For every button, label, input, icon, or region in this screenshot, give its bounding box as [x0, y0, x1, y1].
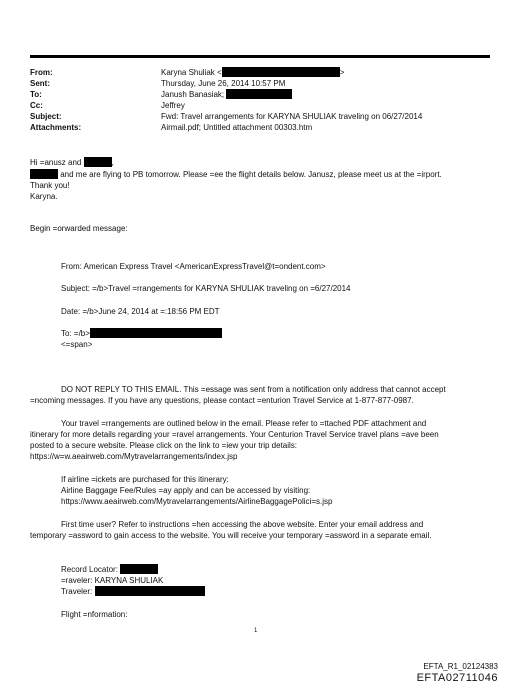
- bates-number-2: EFTA02711046: [416, 672, 498, 684]
- redaction-box: [226, 89, 292, 99]
- subject-value: Fwd: Travel arrangements for KARYNA SHULIAK traveling on 06/27/2014: [161, 112, 423, 121]
- redaction-box: [222, 67, 340, 77]
- forwarded-subject-line: Subject: =/b>Travel =rrangements for KARYNA SHULIAK traveling on =6/27/2014: [61, 284, 351, 293]
- greeting-line: [30, 157, 114, 168]
- subject-label: Subject:: [30, 112, 62, 121]
- bates-number-1: EFTA_R1_02124383: [423, 662, 498, 671]
- flight-information-line: Flight =nformation:: [61, 610, 128, 619]
- forwarded-to-line: [61, 328, 222, 339]
- redaction-box: [30, 169, 58, 179]
- page-number: 1: [254, 628, 258, 634]
- attachments-value: Airmail.pdf; Untitled attachment 00303.htm: [161, 123, 313, 132]
- forwarded-span-line: <=span>: [61, 340, 93, 349]
- header-top-rule: [30, 55, 490, 58]
- cc-label: Cc:: [30, 101, 43, 110]
- forwarded-to-text: To: =/b>: [61, 329, 90, 338]
- traveler-label: Traveler:: [61, 587, 93, 596]
- notice-line-1: DO NOT REPLY TO THIS EMAIL. This =essage was sent from a notification only address that cannot accept: [61, 385, 446, 394]
- sent-value: Thursday, June 26, 2014 10:57 PM: [161, 79, 286, 88]
- forwarded-from-line: From: American Express Travel <AmericanExpressTravel@t=ondent.com>: [61, 262, 326, 271]
- redaction-box: [120, 564, 158, 574]
- redaction-box: [90, 328, 222, 338]
- baggage-policy-link[interactable]: https://www.aeairweb.com/Mytravelarrangements/AirlineBaggagePolici=s.jsp: [61, 497, 333, 506]
- notice-line-2: =ncoming messages. If you have any questions, please contact =enturion Travel Service at 1-877-877-0987.: [30, 396, 414, 405]
- cc-value: Jeffrey: [161, 101, 185, 110]
- record-locator-label: Record Locator:: [61, 565, 118, 574]
- body-line-1: [30, 169, 442, 180]
- record-locator-line: [61, 564, 158, 575]
- para2-line-1: If airline =ickets are purchased for this itinerary:: [61, 475, 229, 484]
- from-suffix: >: [339, 68, 345, 77]
- to-label: To:: [30, 90, 42, 99]
- begin-forwarded-line: Begin =orwarded message:: [30, 224, 128, 233]
- to-value: Janush Banasiak;: [161, 90, 225, 99]
- from-value: Karyna Shuliak <: [161, 68, 222, 77]
- para1-line-2: itinerary for more details regarding your =ravel arrangements. Your Centurion Travel Service travel plans =ave been: [30, 430, 439, 439]
- signature-line: Karyna.: [30, 192, 58, 201]
- para2-line-2: Airline Baggage Fee/Rules =ay apply and can be accessed by visiting:: [61, 486, 311, 495]
- para1-line-1: Your travel =rrangements are outlined below in the email. Please refer to =ttached PDF attachment and: [61, 419, 427, 428]
- para1-line-3: posted to a secure website. Please click on the link to =iew your trip details:: [30, 441, 298, 450]
- forwarded-date-line: Date: =/b>June 24, 2014 at =:18:56 PM EDT: [61, 307, 220, 316]
- traveler-line-2: [61, 586, 205, 597]
- para3-line-1: First time user? Refer to instructions =hen accessing the above website. Enter your email address and: [61, 520, 424, 529]
- para3-line-2: temporary =assword to gain access to the website. You will receive your temporary =assword in a separate email.: [30, 531, 432, 540]
- from-value-group: [161, 67, 344, 78]
- thanks-line: Thank you!: [30, 181, 70, 190]
- trip-details-link[interactable]: https://w=w.aeairweb.com/Mytravelarrangements/index.jsp: [30, 452, 238, 461]
- sent-label: Sent:: [30, 79, 50, 88]
- redaction-box: [84, 157, 112, 167]
- to-value-group: [161, 89, 292, 100]
- from-label: From:: [30, 68, 53, 77]
- greeting-text: Hi =anusz and: [30, 158, 82, 167]
- body-line-1-text: and me are flying to PB tomorrow. Please =ee the flight details below. Janusz, please meet us at the =irport.: [60, 170, 442, 179]
- attachments-label: Attachments:: [30, 123, 82, 132]
- redaction-box: [95, 586, 205, 596]
- greeting-end: ,: [111, 158, 114, 167]
- traveler-line-1: =raveler: KARYNA SHULIAK: [61, 576, 164, 585]
